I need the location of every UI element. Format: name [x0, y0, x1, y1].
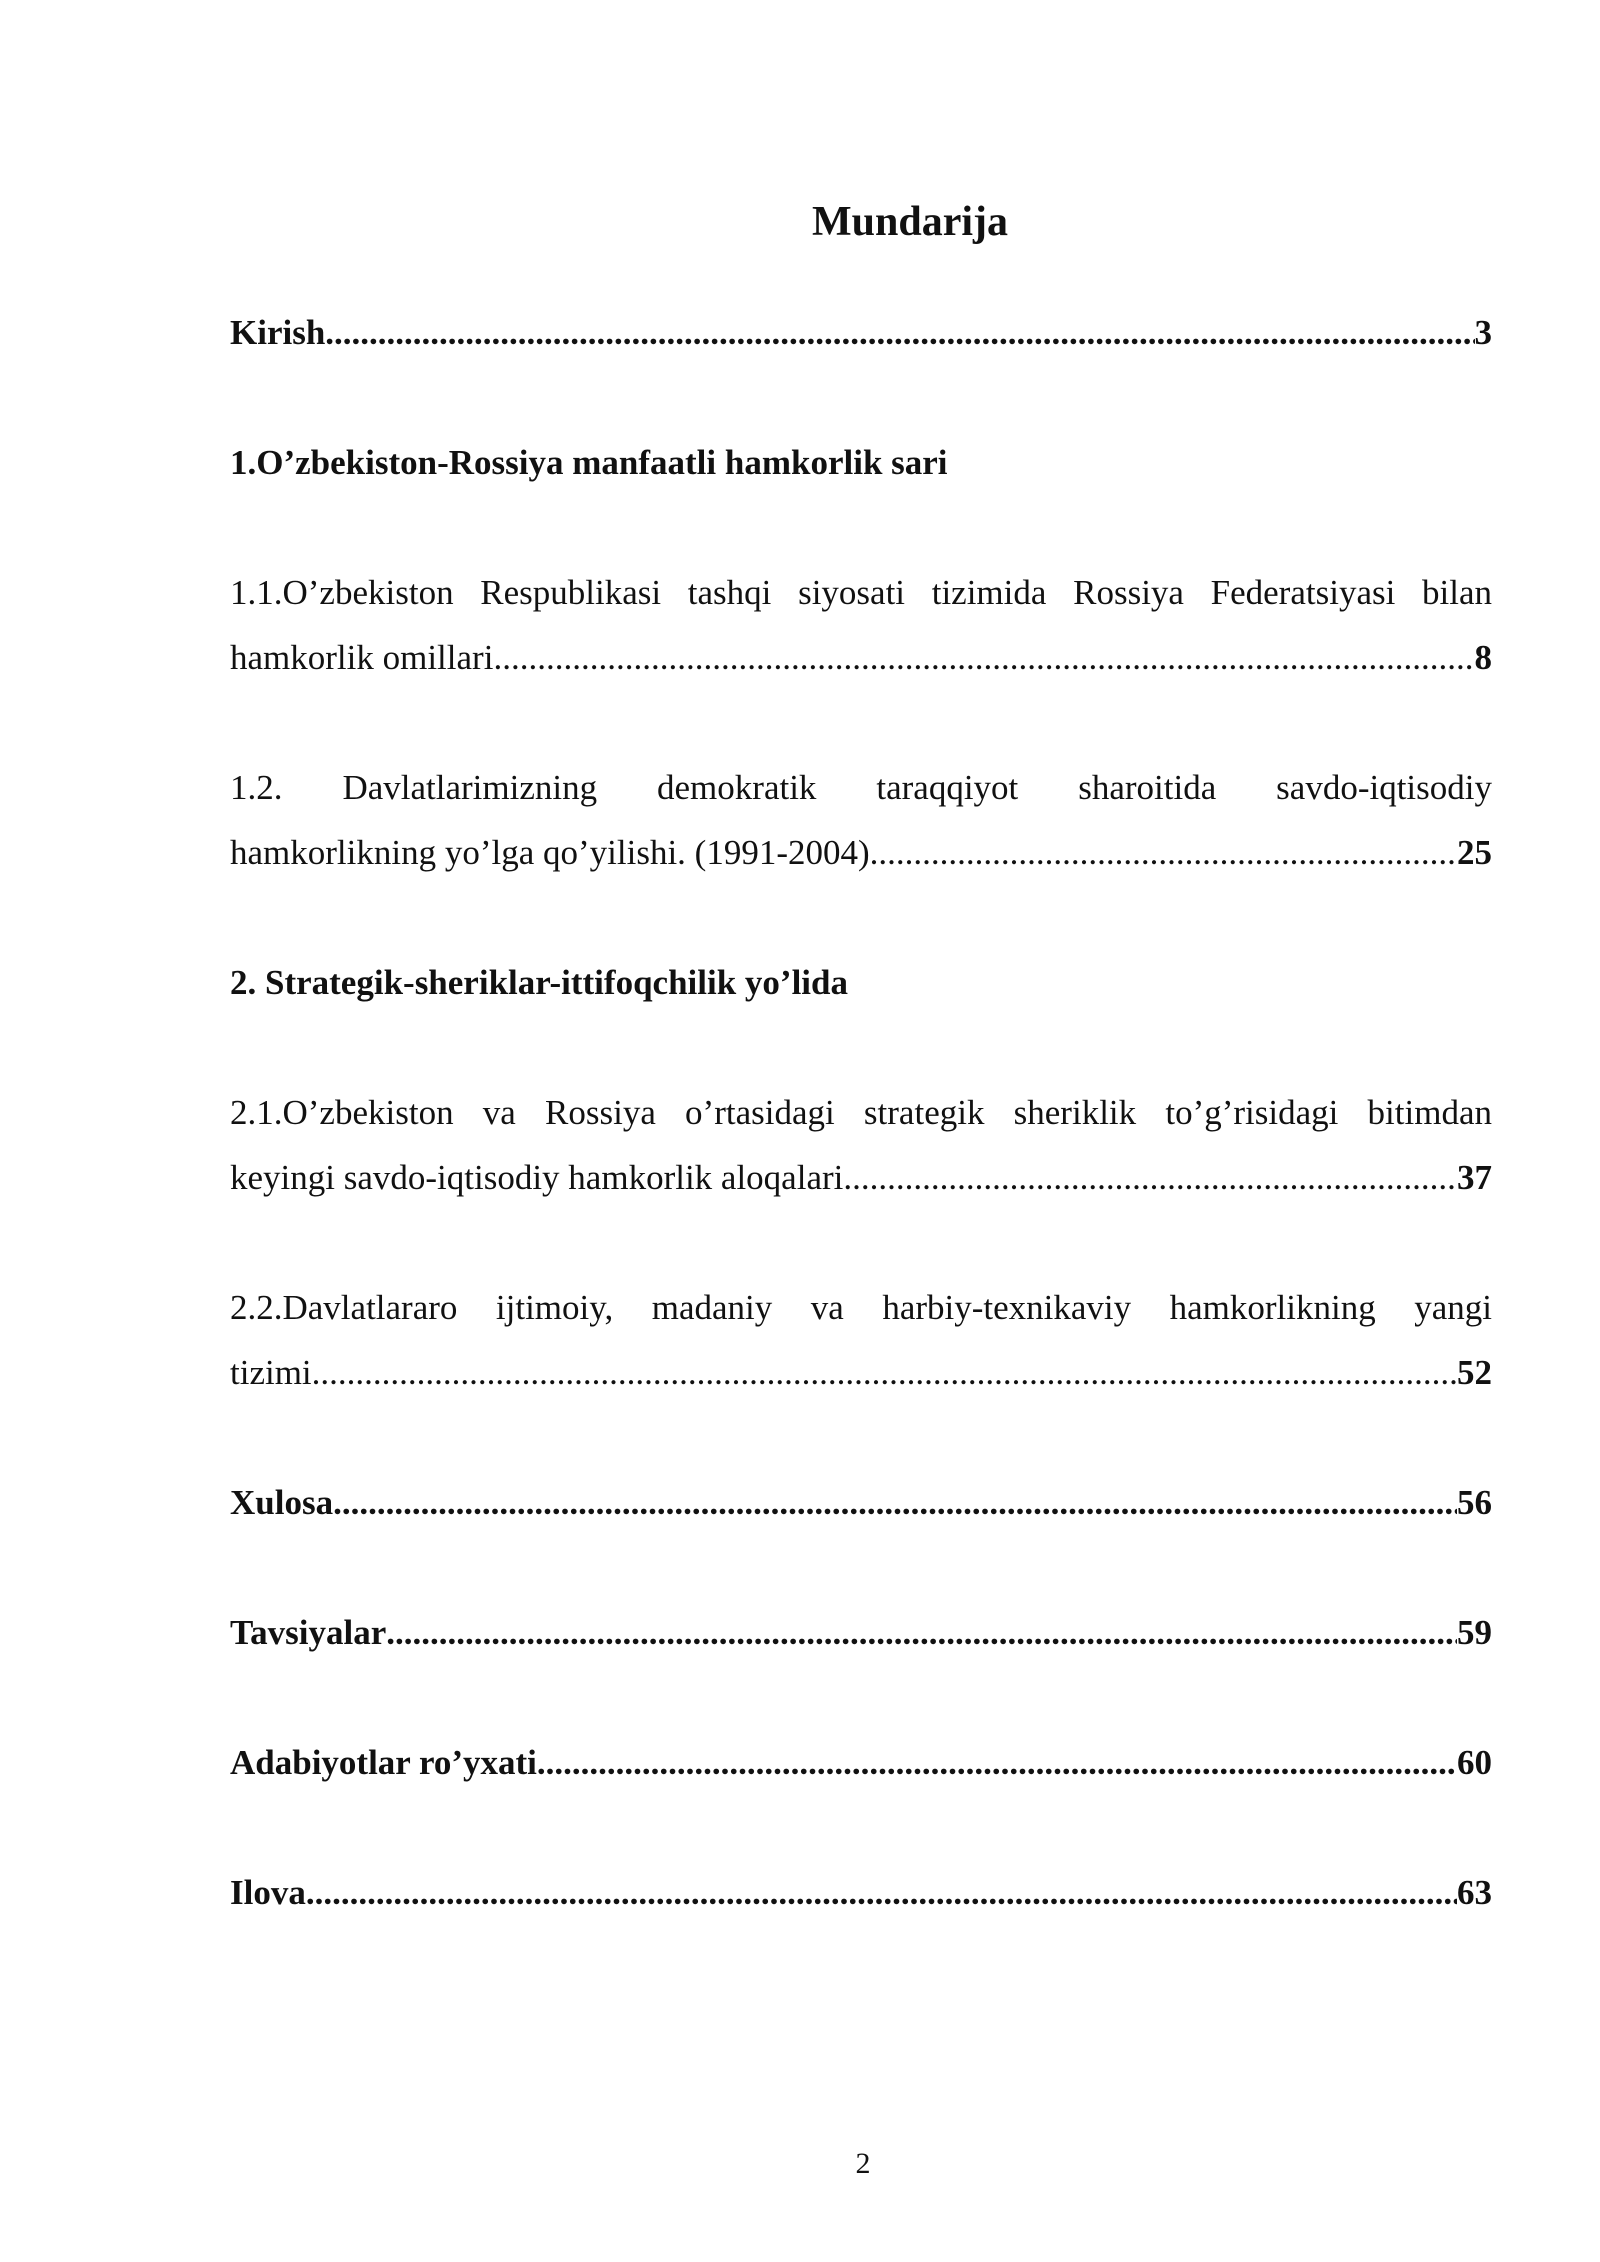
dot-leader	[333, 1470, 1457, 1535]
toc-entry-label: Ilova	[230, 1873, 306, 1912]
toc-entry-label-line-1: 2.1.O’zbekiston va Rossiya o’rtasidagi strategik sheriklik to’g’risidagi bitimdan	[230, 1093, 1492, 1132]
toc-entry-label-line-2: tizimi	[230, 1353, 312, 1392]
toc-entry-label: Xulosa	[230, 1483, 334, 1522]
page-title: Mundarija	[811, 199, 1008, 245]
toc-entry-chapter-2	[230, 950, 1492, 1015]
toc-entry-label: 1.O’zbekiston-Rossiya manfaatli hamkorlik sari	[230, 443, 948, 482]
toc-entry-adabiyotlar	[230, 1730, 1492, 1795]
toc-entry-chapter-1	[230, 430, 1492, 495]
toc-entry-label: Kirish	[230, 313, 326, 352]
toc-page-number: 60	[1457, 1743, 1492, 1782]
toc-entry-label: Tavsiyalar	[230, 1613, 387, 1652]
toc-page-number: 56	[1457, 1483, 1492, 1522]
toc-entry-2-2	[230, 1275, 1492, 1405]
toc-entry-label-line-1: 1.1.O’zbekiston Respublikasi tashqi siyosati tizimida Rossiya Federatsiyasi bilan	[230, 573, 1492, 612]
toc-entry-label: 2. Strategik-sheriklar-ittifoqchilik yo’lida	[230, 963, 848, 1002]
toc-page-number: 8	[1474, 638, 1492, 677]
toc-entry-label-line-2: keyingi savdo-iqtisodiy hamkorlik aloqalari	[230, 1158, 844, 1197]
toc-page-number: 3	[1474, 313, 1492, 352]
toc-page-number: 52	[1457, 1353, 1492, 1392]
toc-entry-label-line-1: 2.2.Davlatlararo ijtimoiy, madaniy va harbiy-texnikaviy hamkorlikning yangi	[230, 1288, 1492, 1327]
toc-page-number: 63	[1457, 1873, 1492, 1912]
dot-leader	[312, 1340, 1457, 1405]
toc-entry-label-line-1: 1.2. Davlatlarimizning demokratik taraqqiyot sharoitida savdo-iqtisodiy	[230, 768, 1492, 807]
toc-entry-label-line-2: hamkorlik omillari	[230, 638, 494, 677]
toc-page-number: 25	[1457, 833, 1492, 872]
dot-leader	[493, 625, 1474, 690]
toc-page-number: 37	[1457, 1158, 1492, 1197]
dot-leader	[870, 820, 1457, 885]
dot-leader	[325, 300, 1474, 365]
dot-leader	[386, 1600, 1457, 1665]
toc-entry-tavsiyalar	[230, 1600, 1492, 1665]
toc-entry-ilova	[230, 1860, 1492, 1925]
toc-page-number: 59	[1457, 1613, 1492, 1652]
toc-entry-label: Adabiyotlar ro’yxati	[230, 1743, 537, 1782]
toc-entry-label-line-2: hamkorlikning yo’lga qo’yilishi. (1991-2004)	[230, 833, 870, 872]
toc-entry-1-1	[230, 560, 1492, 690]
toc-entry-kirish	[230, 300, 1492, 365]
toc-entry-xulosa	[230, 1470, 1492, 1535]
dot-leader	[843, 1145, 1457, 1210]
page-number: 2	[855, 2147, 871, 2180]
dot-leader	[537, 1730, 1457, 1795]
toc-entry-2-1	[230, 1080, 1492, 1210]
dot-leader	[306, 1860, 1457, 1925]
toc-entry-1-2	[230, 755, 1492, 885]
